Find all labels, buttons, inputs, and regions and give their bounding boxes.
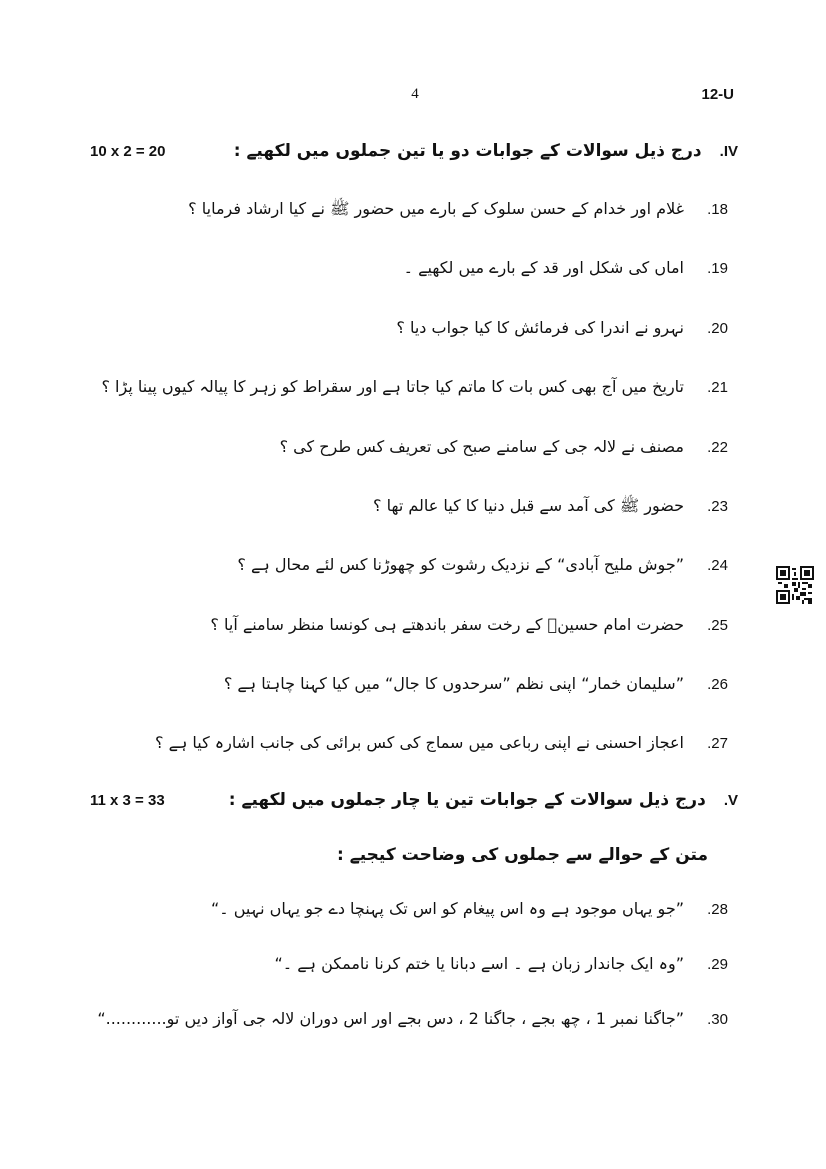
section-iv-marks: 10 x 2 = 20 bbox=[90, 143, 166, 160]
page-number: 4 bbox=[411, 86, 419, 102]
question-number: .18 bbox=[707, 201, 728, 218]
question-item bbox=[97, 1009, 728, 1028]
qr-code-icon bbox=[776, 566, 814, 604]
question-text: ”جو یہاں موجود ہے وہ اس پیغام کو اس تک پہنچا دے جو یہاں نہیں ۔“ bbox=[210, 899, 684, 918]
question-item bbox=[237, 555, 728, 574]
question-text: اعجاز احسنی نے اپنی رباعی میں سماج کی کس برائی کی جانب اشارہ کیا ہے ؟ bbox=[154, 733, 684, 752]
question-number: .27 bbox=[707, 735, 728, 752]
question-number: .30 bbox=[707, 1011, 728, 1028]
question-item bbox=[155, 733, 728, 752]
section-v-instruction: درج ذیل سوالات کے جوابات تین یا چار جملوں میں لکھیے : bbox=[228, 790, 706, 810]
question-item bbox=[396, 318, 728, 337]
question-number: .26 bbox=[707, 676, 728, 693]
section-v-marks: 11 x 3 = 33 bbox=[90, 792, 165, 809]
question-number: .28 bbox=[707, 901, 728, 918]
question-item bbox=[280, 437, 728, 456]
question-number: .23 bbox=[707, 498, 728, 515]
question-item bbox=[211, 899, 728, 918]
section-iv-heading bbox=[234, 140, 738, 161]
question-text: غلام اور خدام کے حسن سلوک کے بارے میں حضور ﷺ نے کیا ارشاد فرمایا ؟ bbox=[188, 199, 684, 218]
question-number: .21 bbox=[707, 379, 728, 396]
question-text: ”سلیمان خمار“ اپنی نظم ”سرحدوں کا جال“ میں کیا کہنا چاہتا ہے ؟ bbox=[223, 674, 684, 693]
question-text: ”وہ ایک جاندار زبان ہے ۔ اسے دبانا یا ختم کرنا ناممکن ہے ۔“ bbox=[274, 954, 684, 973]
question-text: ”جوش ملیح آبادی“ کے نزدیک رشوت کو چھوڑنا کس لئے محال ہے ؟ bbox=[237, 555, 684, 574]
question-item bbox=[188, 199, 728, 222]
question-number: .22 bbox=[707, 439, 728, 456]
question-text: اماں کی شکل اور قد کے بارے میں لکھیے ۔ bbox=[403, 258, 684, 277]
question-number: .24 bbox=[707, 557, 728, 574]
section-v-heading bbox=[229, 789, 738, 810]
question-text: مصنف نے لالہ جی کے سامنے صبح کی تعریف کس طرح کی ؟ bbox=[279, 437, 684, 456]
question-number: .20 bbox=[707, 320, 728, 337]
question-item bbox=[101, 377, 728, 396]
section-iv-instruction: درج ذیل سوالات کے جوابات دو یا تین جملوں میں لکھیے : bbox=[233, 141, 702, 161]
section-v-roman: .V bbox=[723, 792, 738, 809]
question-item bbox=[210, 615, 728, 634]
question-text: ”جاگنا نمبر 1 ، چھ بجے ، جاگنا 2 ، دس بجے اور اس دوران لالہ جی آواز دیں تو............“ bbox=[97, 1009, 684, 1028]
question-text: نہرو نے اندرا کی فرمائش کا کیا جواب دیا ؟ bbox=[396, 318, 684, 337]
question-number: .25 bbox=[707, 617, 728, 634]
question-number: .19 bbox=[707, 260, 728, 277]
question-item bbox=[275, 954, 729, 973]
section-v-subheading: متن کے حوالے سے جملوں کی وضاحت کیجیے : bbox=[337, 845, 708, 865]
question-item bbox=[373, 496, 728, 519]
question-number: .29 bbox=[707, 956, 728, 973]
section-iv-roman: .IV bbox=[719, 143, 738, 160]
question-text: حضور ﷺ کی آمد سے قبل دنیا کا کیا عالم تھا ؟ bbox=[372, 496, 684, 515]
paper-code: 12-U bbox=[701, 86, 734, 103]
question-text: حضرت امام حسینؓ کے رخت سفر باندھتے ہی کونسا منظر سامنے آیا ؟ bbox=[210, 615, 684, 634]
question-text: تاریخ میں آج بھی کس بات کا ماتم کیا جاتا ہے اور سقراط کو زہر کا پیالہ کیوں پینا پڑا ؟ bbox=[101, 377, 684, 396]
question-item bbox=[224, 674, 728, 693]
question-item bbox=[404, 258, 728, 277]
